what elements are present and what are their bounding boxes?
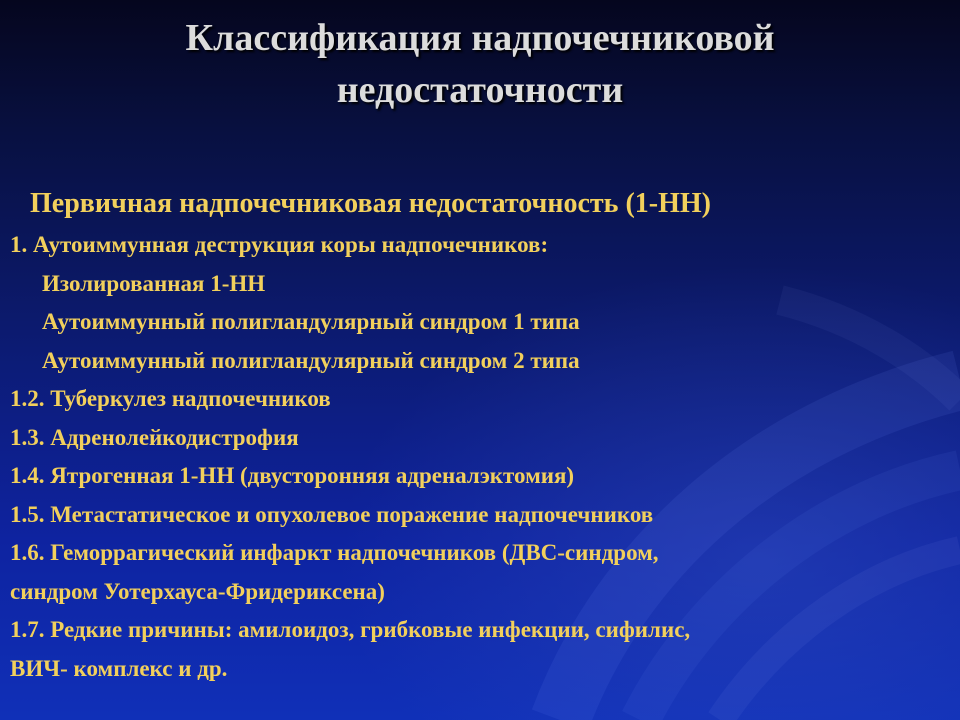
slide-content — [10, 184, 950, 688]
title-line-1: Классификация надпочечниковой — [185, 17, 775, 59]
list-subitem: Аутоиммунный полигландулярный синдром 1 типа — [42, 309, 580, 334]
section-subheading: Первичная надпочечниковая недостаточность (1-НН) — [30, 188, 711, 219]
list-item: 1. Аутоиммунная деструкция коры надпочечников: — [10, 232, 549, 257]
list-item-continuation: ВИЧ- комплекс и др. — [10, 655, 228, 681]
list-item: 1.2. Туберкулез надпочечников — [10, 386, 331, 411]
list-item: 1.5. Метастатическое и опухолевое поражение надпочечников — [10, 501, 654, 527]
slide-title — [40, 12, 920, 116]
list-subitem: Аутоиммунный полигландулярный синдром 2 типа — [42, 347, 580, 373]
list-item: 1.4. Ятрогенная 1-НН (двусторонняя адреналэктомия) — [10, 463, 575, 488]
list-subitem: Изолированная 1-НН — [42, 270, 266, 296]
list-item: 1.3. Адренолейкодистрофия — [10, 424, 299, 450]
list-item-continuation: синдром Уотерхауса-Фридериксена) — [10, 578, 385, 604]
title-line-2: недостаточности — [336, 69, 624, 111]
list-item: 1.7. Редкие причины: амилоидоз, грибковые инфекции, сифилис, — [10, 617, 691, 642]
list-item: 1.6. Геморрагический инфаркт надпочечников (ДВС-синдром, — [10, 540, 659, 565]
